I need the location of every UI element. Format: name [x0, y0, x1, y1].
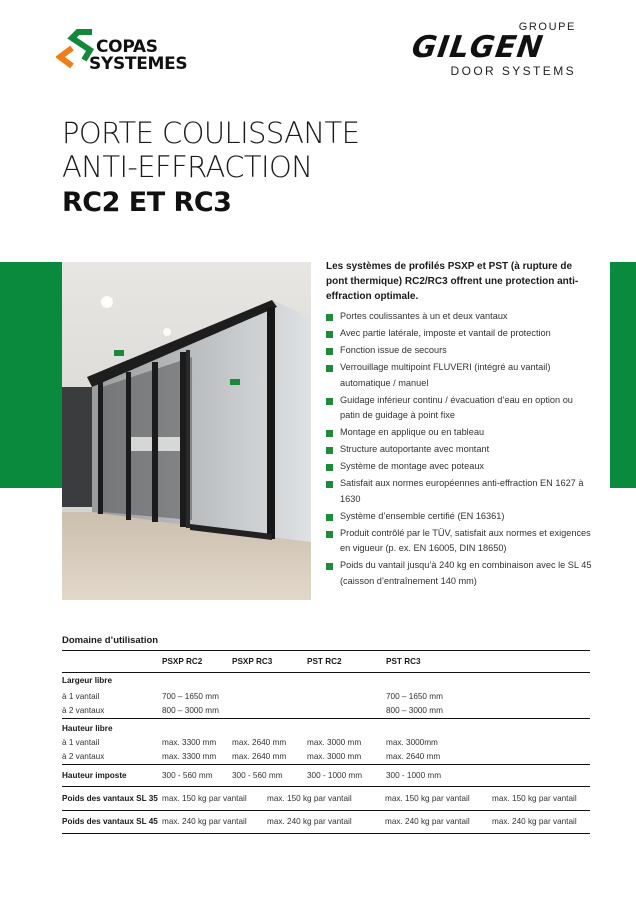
- cell: 700 – 1650 mm: [386, 691, 443, 701]
- cell: max. 240 kg par vantail: [267, 817, 352, 826]
- gilgen-groupe: GROUPE: [518, 21, 576, 33]
- header-cell: PSXP RC2: [162, 651, 232, 673]
- cell: max. 240 kg par vantail: [492, 817, 577, 826]
- row-label: à 2 vantaux: [62, 750, 162, 765]
- feature-list: [326, 309, 594, 591]
- row-label: Hauteur imposte: [62, 765, 162, 787]
- row-label: Poids des vantaux SL 45: [62, 817, 158, 826]
- title-line-2: ANTI-EFFRACTION: [62, 150, 313, 184]
- table-row: [62, 811, 590, 834]
- header-cell: [62, 651, 162, 673]
- bullet-square-icon: [326, 481, 333, 488]
- cell: max. 2640 mm: [232, 750, 307, 765]
- table-row: [62, 788, 590, 811]
- feature-item: Portes coulissantes à un et deux vantaux: [326, 309, 594, 325]
- row-label: Poids des vantaux SL 35: [62, 794, 158, 803]
- cell: 300 - 560 mm: [232, 765, 307, 787]
- cell: max. 150 kg par vantail: [267, 794, 352, 803]
- cell: max. 2640 mm: [232, 737, 287, 747]
- bullet-square-icon: [326, 331, 333, 338]
- header-cell: PST RC3: [386, 651, 590, 673]
- bullet-square-icon: [326, 514, 333, 521]
- cell: [307, 689, 386, 704]
- product-photo: [62, 262, 311, 600]
- title-line-1: PORTE COULISSANTE: [62, 116, 360, 150]
- cell: 300 - 560 mm: [162, 765, 232, 787]
- table-group-row: [62, 719, 590, 735]
- table-row: [62, 689, 590, 704]
- cell: max. 150 kg par vantail: [162, 794, 247, 803]
- group-label: Largeur libre: [62, 676, 113, 686]
- page-title: [62, 116, 359, 222]
- feature-item: Guidage inférieur continu / évacuation d’eau en option ou patin de guidage à point fixe: [326, 393, 594, 424]
- table-row: [62, 704, 590, 719]
- scopas-logo: [56, 26, 206, 76]
- cell: max. 2640 mm: [386, 750, 590, 765]
- bullet-square-icon: [326, 464, 333, 471]
- row-label: à 1 vantail: [62, 691, 100, 701]
- table-row: [62, 735, 590, 750]
- gilgen-logo: [408, 20, 580, 80]
- cell: max. 150 kg par vantail: [492, 794, 577, 803]
- bullet-square-icon: [326, 398, 333, 405]
- feature-item: Satisfait aux normes européennes anti-effraction EN 1627 à 1630: [326, 476, 594, 507]
- bullet-square-icon: [326, 563, 333, 570]
- green-accent-bar-left: [0, 262, 62, 488]
- cell: max. 3000 mm: [307, 737, 362, 747]
- cell: max. 3000 mm: [307, 750, 386, 765]
- header-cell: PSXP RC3: [232, 651, 307, 673]
- row-label: à 1 vantail: [62, 737, 100, 747]
- feature-item: Montage en applique ou en tableau: [326, 425, 594, 441]
- bullet-square-icon: [326, 447, 333, 454]
- cell: 300 - 1000 mm: [307, 765, 386, 787]
- feature-item: Structure autoportante avec montant: [326, 442, 594, 458]
- table-group-row: [62, 673, 590, 689]
- spec-table: [62, 650, 590, 787]
- cell: max. 3300 mm: [162, 737, 217, 747]
- scopas-logo-line2: SYSTEMES: [89, 54, 188, 74]
- table-header-row: [62, 651, 590, 673]
- table-row: [62, 765, 590, 787]
- weight-table: [62, 788, 590, 834]
- cell: [232, 704, 307, 719]
- cell: 800 – 3000 mm: [162, 704, 232, 719]
- cell: max. 240 kg par vantail: [162, 817, 247, 826]
- cell: max. 3000mm: [386, 737, 438, 747]
- cell: 800 – 3000 mm: [386, 704, 590, 719]
- cell: [307, 704, 386, 719]
- cell: 700 – 1650 mm: [162, 691, 219, 701]
- bullet-square-icon: [326, 531, 333, 538]
- green-accent-bar-right: [610, 262, 636, 488]
- cell: max. 240 kg par vantail: [385, 817, 470, 826]
- cell: max. 3300 mm: [162, 750, 232, 765]
- intro-paragraph: Les systèmes de profilés PSXP et PST (à rupture de pont thermique) RC2/RC3 offrent une protection anti-effraction optimale.: [326, 261, 579, 302]
- table-row: [62, 750, 590, 765]
- title-line-3: RC2 ET RC3: [62, 187, 232, 218]
- feature-item: Poids du vantail jusqu’à 240 kg en combinaison avec le SL 45 (caisson d’entraînement 140 mm): [326, 558, 594, 589]
- group-label: Hauteur libre: [62, 724, 113, 734]
- cell: 300 - 1000 mm: [386, 765, 590, 787]
- cell: max. 150 kg par vantail: [385, 794, 470, 803]
- gilgen-brand: GILGEN: [409, 30, 546, 65]
- feature-item: Avec partie latérale, imposte et vantail de protection: [326, 326, 594, 342]
- feature-item: Verrouillage multipoint FLUVERI (intégré au vantail) automatique / manuel: [326, 360, 594, 391]
- header-cell: PST RC2: [307, 651, 386, 673]
- gilgen-subtitle: DOOR SYSTEMS: [450, 64, 576, 78]
- table-title: Domaine d’utilisation: [62, 635, 159, 646]
- bullet-square-icon: [326, 365, 333, 372]
- feature-item: Produit contrôlé par le TÜV, satisfait aux normes et exigences en vigueur (p. ex. EN 16005, DIN 18650): [326, 526, 594, 557]
- feature-item: Fonction issue de secours: [326, 343, 594, 359]
- row-label: à 2 vantaux: [62, 704, 162, 719]
- scopas-logo-line1: COPAS: [96, 37, 158, 57]
- bullet-square-icon: [326, 314, 333, 321]
- bullet-square-icon: [326, 348, 333, 355]
- bullet-square-icon: [326, 430, 333, 437]
- feature-item: Système de montage avec poteaux: [326, 459, 594, 475]
- feature-item: Système d’ensemble certifié (EN 16361): [326, 509, 594, 525]
- cell: [232, 689, 307, 704]
